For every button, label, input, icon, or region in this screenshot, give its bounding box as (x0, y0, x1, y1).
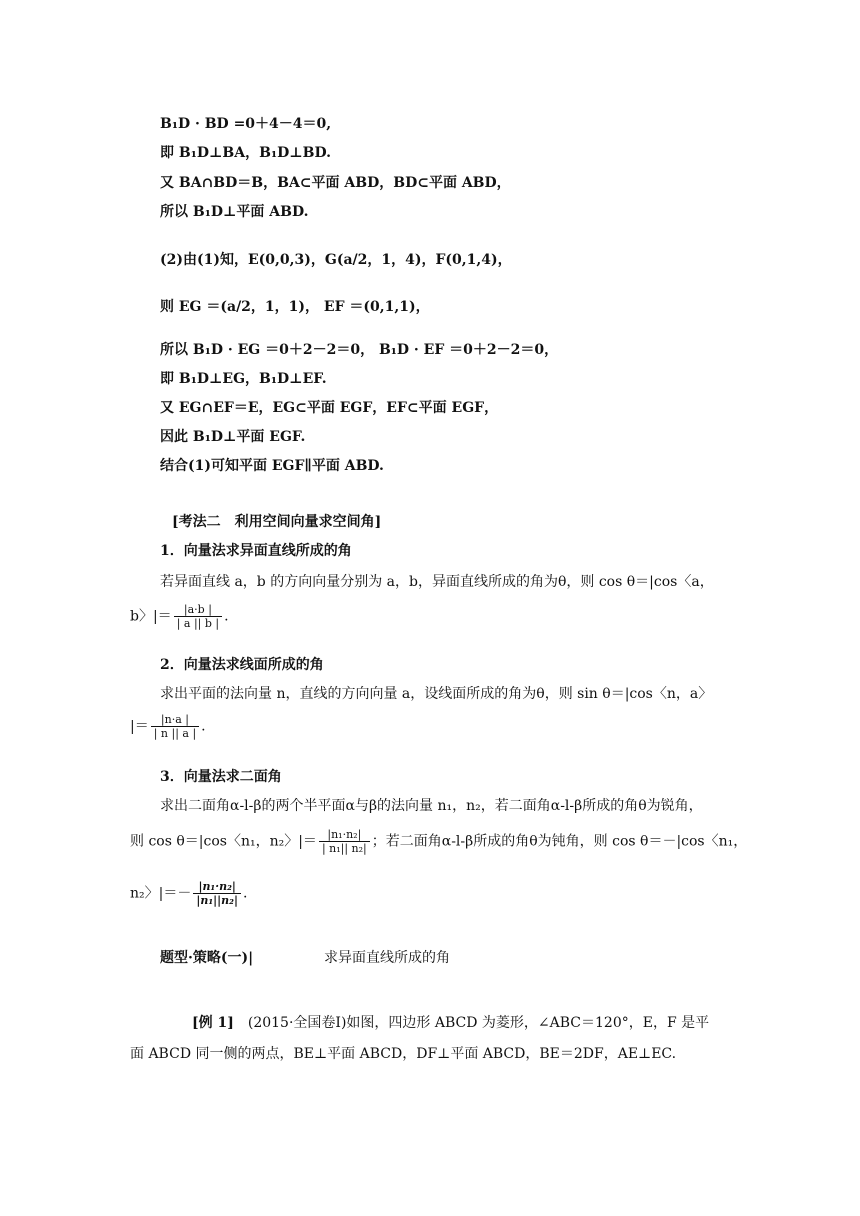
example-tag: [例 1] (192, 1015, 234, 1031)
proof-line-2: 即 B₁D⊥BA，B₁D⊥BD. (160, 145, 332, 161)
proof-line-7: 所以 B₁D · EG ＝0＋2－2＝0， B₁D · EF ＝0＋2－2＝0， (160, 342, 559, 358)
section-3-text: 求出二面角α-l-β的两个半平面α与β的法向量 n₁，n₂，若二面角α-l-β所成的角θ为锐角， (160, 798, 703, 814)
fraction-numerator: |n₁·n₂| (319, 828, 370, 842)
fraction-numerator: |n·a | (151, 713, 199, 727)
proof-line-9: 又 EG∩EF＝E，EG⊂平面 EGF，EF⊂平面 EGF， (160, 400, 499, 416)
section-3-text-2b: ；若二面角α-l-β所成的角θ为钝角，则 cos θ＝－|cos〈n₁， (371, 833, 748, 850)
strategy-title: 求异面直线所成的角 (324, 950, 450, 966)
section-3-title: 3．向量法求二面角 (160, 769, 282, 785)
section-2-formula: |＝ $\frac{|n\cdot a |}{| n || a |}$ . (130, 713, 206, 740)
example-text-1: (2015·全国卷Ⅰ)如图，四边形 ABCD 为菱形，∠ABC＝120°，E，F 是平 (247, 1015, 710, 1031)
section-2-text: 求出平面的法向量 n，直线的方向向量 a，设线面所成的角为θ，则 sin θ＝|cos〈n，a〉 (160, 686, 713, 702)
section-1-text: 若异面直线 a，b 的方向向量分别为 a，b，异面直线所成的角为θ，则 cos θ＝|cos〈a， (160, 574, 714, 590)
example-line-2: 面 ABCD 同一侧的两点，BE⊥平面 ABCD，DF⊥平面 ABCD，BE＝2DF，AE⊥EC. (130, 1046, 677, 1062)
fraction-denominator: |n₁||n₂| (196, 894, 238, 907)
proof-line-6: 则 EG ＝(a/2，1，1)， EF ＝(0,1,1)， (160, 299, 430, 315)
section-2-text-2: |＝ (130, 718, 149, 735)
fraction-denominator: | n || a | (153, 727, 197, 740)
section-3-fraction-2 (193, 880, 241, 907)
fraction-denominator: | a || b | (176, 617, 220, 630)
section-3-fraction-1 (319, 828, 370, 855)
proof-line-4: 所以 B₁D⊥平面 ABD. (160, 204, 309, 220)
section-1-fraction (174, 603, 222, 630)
section-3-text-3: n₂〉|＝－ (130, 885, 192, 902)
fraction-numerator: |a·b | (174, 603, 222, 617)
section-2-fraction (151, 713, 199, 740)
fraction-numerator: |n₁·n₂| (193, 880, 241, 894)
method-title: [考法二 利用空间向量求空间角] (172, 514, 382, 530)
proof-line-10: 因此 B₁D⊥平面 EGF. (160, 429, 306, 445)
section-3-text-2a: 则 cos θ＝|cos〈n₁，n₂〉|＝ (130, 833, 317, 850)
section-3-formula-2: n₂〉|＝－ $\frac{\text{|n₁·n₂|}}{\text{|n₁||n₂|}}$ . (130, 880, 248, 907)
proof-line-11: 结合(1)可知平面 EGF∥平面 ABD. (160, 458, 384, 474)
section-1-title: 1．向量法求异面直线所成的角 (160, 543, 352, 559)
section-2-title: 2．向量法求线面所成的角 (160, 657, 324, 673)
proof-line-5: (2)由(1)知，E(0,0,3)，G(a/2，1，4)，F(0,1,4)， (160, 252, 512, 268)
strategy-label: 题型·策略(一)| (160, 950, 254, 966)
example-line-1 (192, 1013, 709, 1033)
section-1-text-2: b〉|＝ (130, 608, 172, 625)
fraction-denominator: | n₁|| n₂| (321, 842, 367, 855)
section-3-formula-1 (130, 828, 747, 855)
proof-line-8: 即 B₁D⊥EG，B₁D⊥EF. (160, 371, 327, 387)
proof-line-3: 又 BA∩BD＝B，BA⊂平面 ABD，BD⊂平面 ABD， (160, 175, 511, 191)
section-1-formula: b〉|＝ $\frac{|a\cdot b |}{| a || b |}$ . (130, 603, 229, 630)
proof-line-1: B₁D · BD =0＋4－4＝0, (160, 116, 332, 132)
